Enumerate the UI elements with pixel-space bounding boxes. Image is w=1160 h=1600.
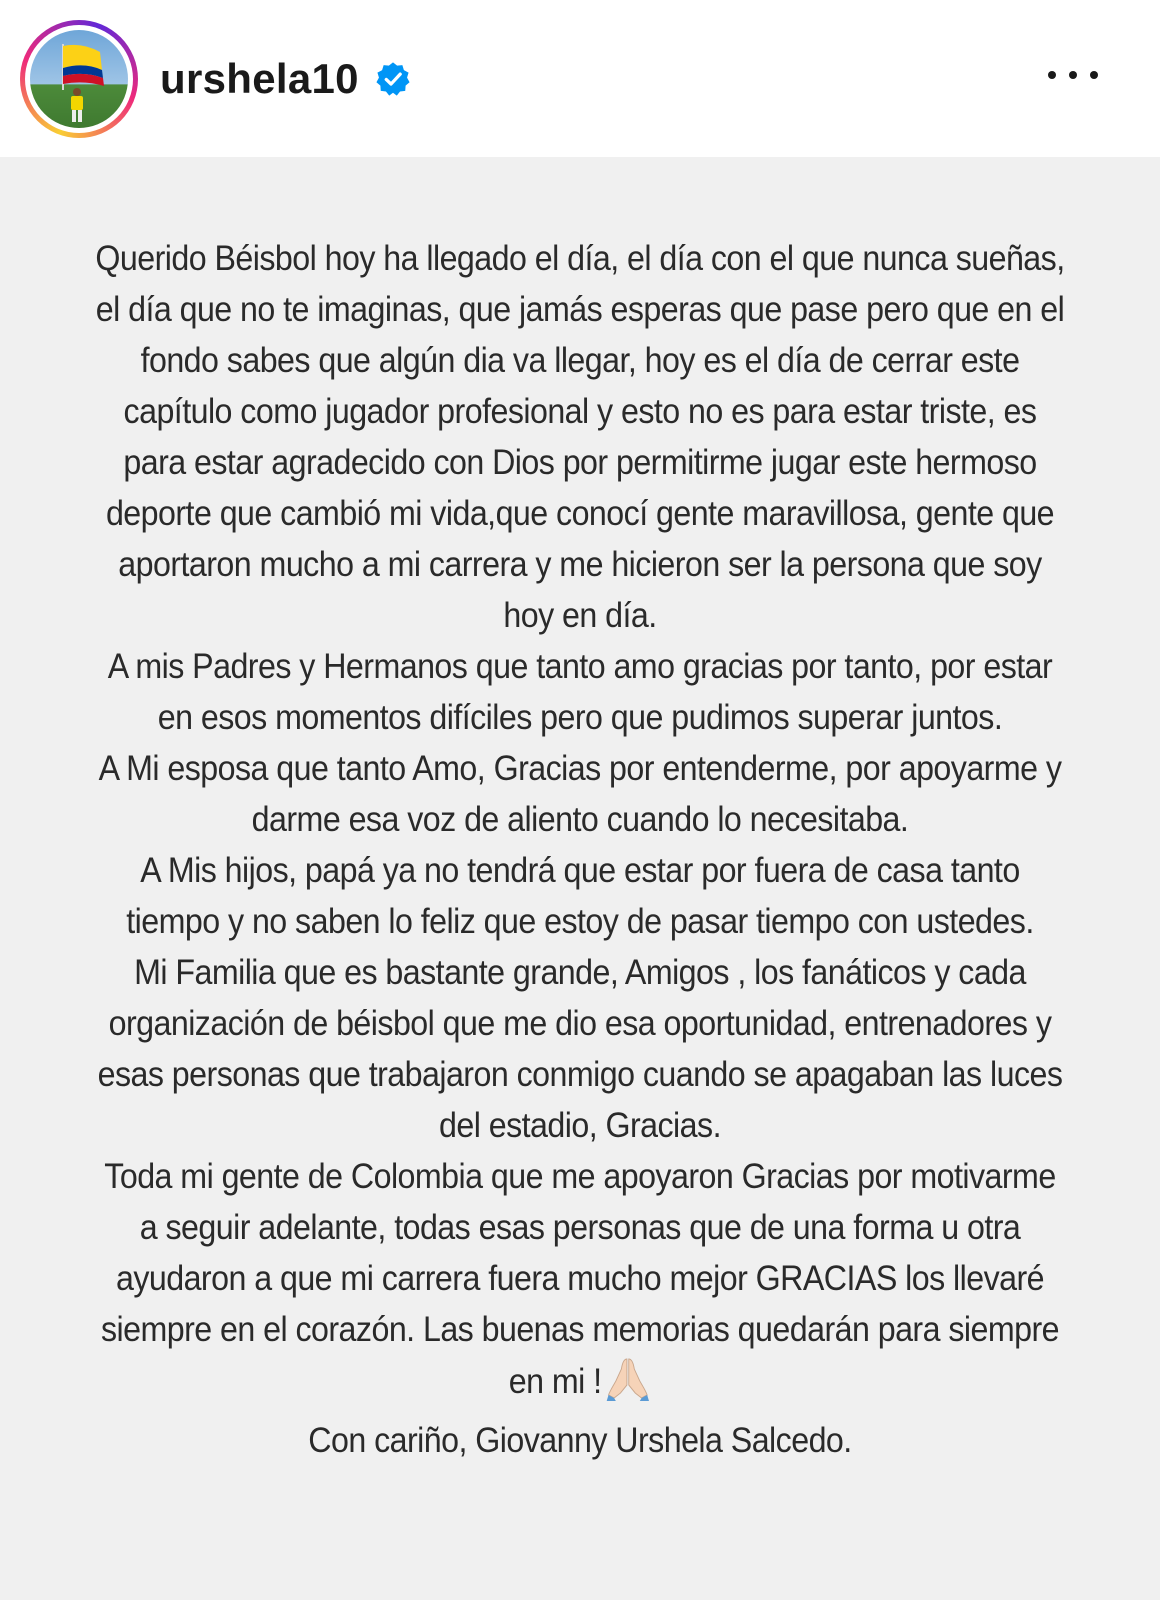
avatar[interactable] bbox=[30, 30, 128, 128]
post-content bbox=[0, 157, 1160, 1600]
more-options-icon[interactable] bbox=[1048, 60, 1098, 90]
message-text bbox=[92, 233, 1067, 1466]
avatar-image bbox=[30, 30, 128, 128]
paragraph-wife: A Mi esposa que tanto Amo, Gracias por entenderme, por apoyarme y darme esa voz de aliento cuando lo necesitaba. bbox=[98, 749, 1062, 839]
story-ring[interactable] bbox=[20, 20, 138, 138]
paragraph-parents: A mis Padres y Hermanos que tanto amo gracias por tanto, por estar en esos momentos difíciles pero que pudimos superar juntos. bbox=[107, 647, 1053, 737]
username-group[interactable] bbox=[160, 55, 411, 103]
paragraph-children: A Mis hijos, papá ya no tendrá que estar por fuera de casa tanto tiempo y no saben lo feliz que estoy de pasar tiempo con ustedes. bbox=[126, 851, 1034, 941]
signature: Con cariño, Giovanny Urshela Salcedo. bbox=[308, 1421, 852, 1460]
paragraph-colombia-text: Toda mi gente de Colombia que me apoyaron Gracias por motivarme a seguir adelante, todas esas personas que de una forma u otra ayudaron a que mi carrera fuera mucho mejor GRACIAS los llevaré siempre en el corazón. Las buenas memorias quedarán para siempre en mi ! bbox=[100, 1157, 1060, 1401]
post-header bbox=[0, 0, 1160, 157]
verified-badge-icon bbox=[375, 61, 411, 97]
paragraph-family: Mi Familia que es bastante grande, Amigos , los fanáticos y cada organización de béisbol que me dio esa oportunidad, entrenadores y esas personas que trabajaron conmigo cuando se apagaban las luces del estadio, Gracias. bbox=[97, 953, 1063, 1145]
username[interactable]: urshela10 bbox=[160, 54, 359, 102]
paragraph-intro: Querido Béisbol hoy ha llegado el día, el día con el que nunca sueñas, el día que no te imaginas, que jamás esperas que pase pero que en el fondo sabes que algún dia va llegar, hoy es el día de cerrar este capítulo como jugador profesional y esto no es para estar triste, es para estar agradecido con Dios por permitirme jugar este hermoso deporte que cambió mi vida,que conocí gente maravillosa, gente que aportaron mucho a mi carrera y me hicieron ser la persona que soy hoy en día. bbox=[95, 239, 1065, 635]
praying-hands-icon bbox=[605, 1355, 651, 1415]
paragraph-colombia bbox=[92, 1151, 1067, 1415]
